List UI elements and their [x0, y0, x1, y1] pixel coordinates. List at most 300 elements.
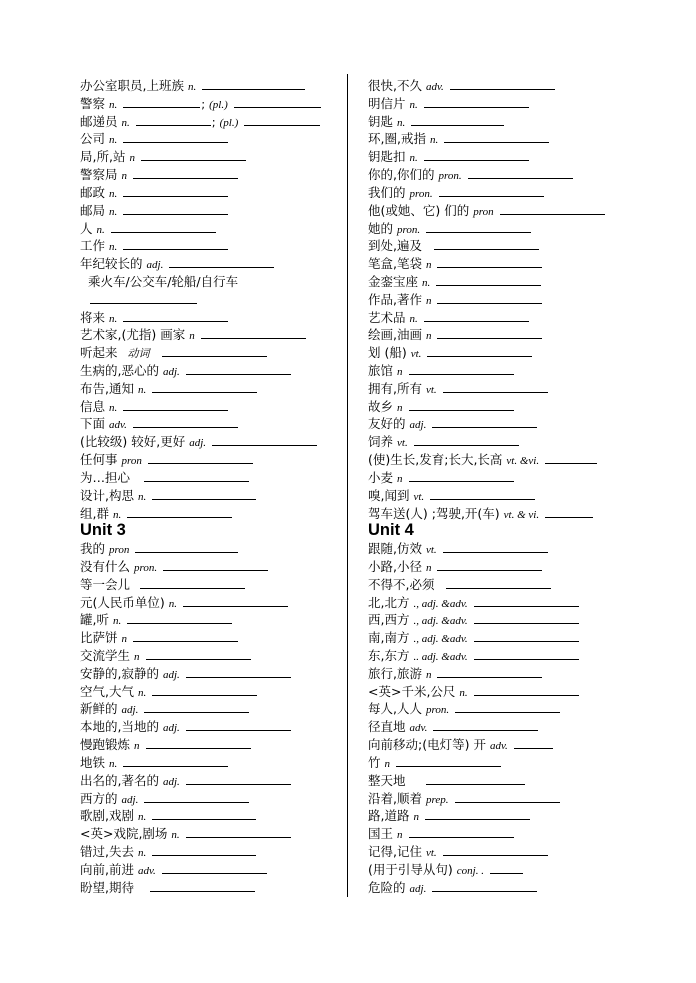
part-of-speech: n. [422, 276, 431, 289]
part-of-speech: n [397, 472, 403, 485]
answer-blank [162, 346, 267, 357]
part-of-speech: n. [137, 686, 147, 699]
vocab-row [80, 790, 342, 808]
part-of-speech: adj. [162, 668, 180, 681]
part-of-speech: n. [121, 116, 130, 129]
answer-blank [183, 596, 288, 607]
answer-blank [123, 132, 228, 143]
answer-blank [437, 560, 542, 571]
chinese-term: 没有什么 [80, 558, 131, 574]
answer-blank [186, 364, 291, 375]
part-of-speech: n [134, 740, 140, 753]
vocab-row [368, 95, 690, 113]
vocab-row [368, 166, 690, 184]
left-column [80, 77, 342, 896]
answer-blank [455, 792, 560, 803]
answer-blank [144, 471, 249, 482]
vocab-row [368, 326, 690, 344]
part-of-speech: n [425, 294, 432, 307]
vocab-row [368, 629, 690, 647]
chinese-term: 下面 [80, 416, 106, 432]
answer-blank [432, 417, 537, 428]
chinese-term: 工作 [80, 238, 106, 254]
unit-heading: Unit 3 [80, 522, 126, 540]
part-of-speech: n. [137, 811, 147, 824]
chinese-term: 旅行,旅游 [368, 665, 422, 681]
chinese-term: 路,道路 [368, 808, 410, 824]
chinese-term: 他(或她、它) 们的 [368, 202, 470, 218]
chinese-term: 人 [80, 220, 93, 236]
vocab-row [80, 220, 342, 238]
answer-blank [409, 364, 514, 375]
vocab-row [368, 861, 690, 879]
chinese-term: 每人,人人 [368, 701, 422, 717]
answer-blank [411, 115, 504, 126]
answer-blank [474, 596, 579, 607]
chinese-term: 公司 [80, 131, 106, 147]
answer-blank [144, 792, 249, 803]
part-of-speech: vt. [425, 846, 437, 859]
part-of-speech: n. [429, 134, 439, 147]
vocab-row [368, 237, 690, 255]
answer-blank [186, 720, 291, 731]
vocab-row [368, 754, 690, 772]
vocab-row [80, 77, 342, 95]
part-of-speech: n. [109, 98, 118, 111]
plural-label: (pl.) [219, 116, 239, 129]
chinese-term: 听起来 [80, 345, 118, 361]
chinese-term: 金銮宝座 [368, 273, 419, 289]
part-of-speech: vt. [397, 437, 408, 450]
answer-blank [409, 827, 514, 838]
chinese-term: 盼望,期待 [80, 879, 134, 895]
vocab-row [80, 469, 342, 487]
vocab-row [368, 558, 690, 576]
chinese-term: 友好的 [368, 416, 406, 432]
answer-blank [144, 702, 249, 713]
answer-blank [545, 453, 597, 464]
part-of-speech: n. [112, 615, 122, 628]
vocab-row [368, 576, 690, 594]
answer-blank [430, 489, 535, 500]
part-of-speech: adv. [109, 419, 127, 432]
chinese-term: 不得不,必须 [368, 576, 435, 592]
vocab-row [368, 451, 690, 469]
vocab-row [368, 255, 690, 273]
answer-blank [409, 400, 514, 411]
vocab-row [80, 861, 342, 879]
chinese-term: 错过,失去 [80, 843, 134, 859]
part-of-speech: ., adj. &adv. [413, 633, 468, 646]
part-of-speech: n. [109, 241, 118, 254]
vocab-row [368, 469, 690, 487]
answer-blank [455, 702, 560, 713]
vocab-row [368, 772, 690, 790]
vocab-row [80, 95, 342, 113]
vocab-row [80, 130, 342, 148]
part-of-speech: pron [121, 455, 142, 468]
vocab-row [80, 113, 342, 131]
part-of-speech: ., adj. &adv. [413, 597, 468, 610]
chinese-term: 旅馆 [368, 363, 394, 378]
vocab-row [80, 647, 342, 665]
answer-blank [433, 720, 538, 731]
part-of-speech: n. [137, 490, 147, 503]
part-of-speech: n. [459, 686, 468, 699]
answer-blank [426, 222, 531, 233]
part-of-speech: n. [171, 829, 180, 842]
part-of-speech: n. [109, 401, 118, 414]
chinese-term: 记得,记住 [368, 843, 422, 859]
chinese-term: 沿着,顺着 [368, 790, 422, 806]
chinese-term: 环,圈,戒指 [368, 131, 426, 147]
separator: ; [201, 96, 206, 111]
column-divider [347, 74, 348, 897]
vocab-row [368, 825, 690, 843]
answer-blank [500, 204, 605, 215]
vocab-row [80, 629, 342, 647]
chinese-term: 西,西方 [368, 612, 410, 628]
part-of-speech: vt. &vi. [506, 455, 540, 468]
vocab-row [80, 273, 342, 291]
part-of-speech: adv. [137, 864, 156, 877]
part-of-speech: adj. [189, 437, 207, 450]
answer-blank [150, 881, 255, 892]
part-of-speech: n [413, 811, 419, 824]
answer-blank [396, 756, 501, 767]
vocab-row [80, 807, 342, 825]
chinese-term: 跟随,仿效 [368, 541, 422, 557]
answer-blank [152, 845, 256, 856]
chinese-term: 嗅,闻到 [368, 487, 410, 503]
vocab-row [368, 202, 690, 220]
part-of-speech: n. [409, 98, 418, 111]
chinese-term: 慢跑锻炼 [80, 737, 131, 753]
answer-blank [133, 631, 238, 642]
chinese-term: 空气,大气 [80, 683, 134, 699]
answer-blank [123, 239, 228, 250]
vocab-row [80, 326, 342, 344]
part-of-speech: vt. [413, 490, 425, 503]
answer-blank [426, 774, 525, 785]
answer-blank [424, 150, 529, 161]
answer-blank [444, 132, 549, 143]
answer-blank [439, 186, 544, 197]
answer-blank [123, 400, 228, 411]
chinese-term: 向前,前进 [80, 861, 134, 877]
answer-blank [414, 435, 519, 446]
answer-blank [186, 827, 291, 838]
chinese-term: 绘画,油画 [368, 327, 422, 343]
vocab-row [80, 683, 342, 701]
answer-blank [443, 542, 548, 553]
vocab-row [80, 362, 342, 380]
answer-blank [474, 613, 579, 624]
chinese-term: 西方的 [80, 790, 118, 806]
chinese-term: <英>戏院,剧场 [80, 826, 168, 842]
chinese-term: 我的 [80, 541, 106, 557]
answer-blank [133, 168, 238, 179]
vocab-row [80, 611, 342, 629]
vocab-row [368, 291, 690, 309]
vocab-row [80, 148, 342, 166]
answer-blank [474, 685, 579, 696]
chinese-term: 新鲜的 [80, 701, 118, 717]
vocab-row [368, 344, 690, 362]
part-of-speech: n [425, 668, 432, 681]
vocab-row [80, 594, 342, 612]
chinese-term: 设计,构思 [80, 487, 134, 503]
answer-blank [427, 346, 532, 357]
part-of-speech: pron. [134, 561, 158, 574]
vocab-row [80, 843, 342, 861]
part-of-speech: n [397, 829, 403, 842]
answer-blank [152, 809, 256, 820]
answer-blank [514, 738, 553, 749]
part-of-speech: adv. [425, 81, 444, 93]
answer-blank [133, 417, 238, 428]
vocab-row [368, 594, 690, 612]
part-of-speech: pron. [438, 170, 462, 183]
part-of-speech: n. [409, 312, 418, 325]
chinese-term: 东,东方 [368, 648, 410, 663]
part-of-speech: n. [137, 846, 147, 859]
vocab-row [80, 487, 342, 505]
vocab-row [80, 309, 342, 327]
vocab-row [80, 398, 342, 416]
vocab-row [80, 380, 342, 398]
part-of-speech: n [134, 651, 140, 663]
part-of-speech: pron. [397, 223, 421, 236]
plural-answer-blank [244, 115, 320, 126]
vocab-row [368, 807, 690, 825]
vocab-row [368, 148, 690, 166]
part-of-speech: .. adj. &adv. [413, 651, 468, 663]
chinese-term: 小麦 [368, 469, 394, 485]
chinese-term: 警察局 [80, 167, 118, 183]
vocab-row [80, 736, 342, 754]
part-of-speech: n. [109, 187, 118, 200]
answer-blank [186, 774, 291, 785]
chinese-term: 到处,遍及 [368, 238, 422, 254]
chinese-term: 很快,不久 [368, 78, 422, 93]
answer-blank [437, 293, 542, 304]
part-of-speech: n. [397, 116, 406, 129]
chinese-term: 竹 [368, 754, 381, 770]
chinese-term: 北,北方 [368, 594, 410, 610]
answer-blank [425, 809, 530, 820]
vocab-row [368, 273, 690, 291]
chinese-term: 饲养 [368, 434, 394, 450]
part-of-speech: pron [473, 205, 494, 218]
vocab-row [80, 540, 342, 558]
answer-blank [490, 863, 523, 874]
part-of-speech: n. [409, 152, 418, 165]
chinese-term: 你的,你们的 [368, 167, 435, 183]
part-of-speech: conj. . [456, 864, 484, 877]
vocab-row [368, 184, 690, 202]
vocab-row [80, 505, 342, 523]
answer-blank [436, 275, 541, 286]
right-column [368, 77, 690, 896]
chinese-term: 等一会儿 [80, 576, 131, 592]
answer-blank [127, 507, 232, 518]
chinese-term: 明信片 [368, 95, 406, 111]
part-of-speech: n. [109, 134, 118, 147]
answer-blank [152, 685, 257, 696]
answer-blank [135, 542, 238, 553]
chinese-term: 任何事 [80, 452, 118, 468]
part-of-speech: adv. [409, 722, 428, 735]
chinese-term: 出名的,著名的 [80, 772, 159, 788]
answer-blank [123, 97, 200, 108]
chinese-term: 故乡 [368, 398, 394, 414]
part-of-speech: vt. [410, 348, 422, 361]
vocab-row [368, 433, 690, 451]
chinese-term: <英>千米,公尺 [368, 683, 456, 699]
part-of-speech: ., adj. &adv. [413, 615, 468, 628]
vocab-row [368, 665, 690, 683]
chinese-term: 邮政 [80, 184, 106, 200]
answer-blank [152, 382, 257, 393]
answer-blank [437, 667, 542, 678]
answer-blank [123, 756, 228, 767]
plural-answer-blank [234, 97, 321, 108]
answer-blank [474, 649, 579, 660]
vocab-row [80, 576, 342, 594]
unit-heading: Unit 4 [368, 522, 414, 540]
part-of-speech: adj. [162, 722, 180, 735]
vocab-row [80, 825, 342, 843]
chinese-term: 整天地 [368, 772, 406, 788]
part-of-speech: n [425, 561, 432, 574]
chinese-term: 邮局 [80, 202, 106, 218]
answer-blank [437, 257, 542, 268]
vocab-row [80, 344, 342, 362]
vocab-row [80, 879, 342, 897]
answer-blank [202, 79, 305, 90]
chinese-term: 拥有,所有 [368, 380, 422, 396]
vocab-row [368, 130, 690, 148]
chinese-term: 布告,通知 [80, 380, 134, 396]
vocab-row [80, 166, 342, 184]
vocab-row [368, 843, 690, 861]
answer-blank [169, 257, 274, 268]
answer-blank [123, 311, 228, 322]
answer-blank [446, 578, 551, 589]
chinese-term: 生病的,恶心的 [80, 363, 159, 378]
part-of-speech: vt. [425, 383, 437, 396]
chinese-term: 钥匙 [368, 113, 394, 129]
part-of-speech: n [189, 330, 195, 343]
chinese-term: 乘火车/公交车/轮船/自行车 [88, 273, 239, 289]
answer-blank [146, 649, 251, 660]
chinese-term: 她的 [368, 220, 394, 236]
vocab-row [368, 398, 690, 416]
vocab-row [80, 451, 342, 469]
part-of-speech: n. [168, 597, 178, 610]
chinese-term: 笔盒,笔袋 [368, 256, 422, 272]
answer-blank [409, 471, 514, 482]
chinese-term: 局,所,站 [80, 149, 126, 165]
answer-blank [468, 168, 573, 179]
answer-blank [424, 311, 529, 322]
answer-blank [212, 435, 317, 446]
vocab-row [368, 362, 690, 380]
answer-blank [162, 863, 267, 874]
part-of-speech: pron. [425, 704, 450, 717]
vocab-row [368, 718, 690, 736]
part-of-speech: n. [112, 508, 122, 521]
part-of-speech: n [129, 152, 135, 165]
part-of-speech: n. [187, 81, 197, 93]
part-of-speech: n. [109, 205, 118, 218]
answer-blank [474, 631, 579, 642]
vocab-row [80, 665, 342, 683]
vocab-row-blank-line [80, 291, 342, 309]
part-of-speech: adj. [121, 793, 139, 806]
part-of-speech: n [121, 633, 128, 646]
chinese-term: 将来 [80, 309, 106, 325]
answer-blank [163, 560, 268, 571]
part-of-speech: adj. [162, 775, 180, 788]
vocab-row [368, 736, 690, 754]
part-of-speech: adj. [409, 882, 427, 895]
answer-blank [424, 97, 529, 108]
chinese-term: 作品,著作 [368, 291, 422, 307]
chinese-term: (用于引导从句) [368, 861, 453, 877]
chinese-term: 组,群 [80, 505, 109, 521]
answer-blank [90, 293, 197, 304]
vocab-row [368, 77, 690, 95]
part-of-speech: pron [109, 544, 130, 557]
part-of-speech: n. [109, 312, 118, 325]
vocab-row [80, 700, 342, 718]
answer-blank [146, 738, 251, 749]
chinese-term: 径直地 [368, 719, 406, 735]
part-of-speech: vt. & vi. [503, 508, 540, 521]
vocab-row [80, 754, 342, 772]
chinese-term: 向前移动;(电灯等) 开 [368, 737, 486, 753]
part-of-speech: vt. [425, 544, 437, 557]
answer-blank [434, 239, 539, 250]
answer-blank [127, 613, 232, 624]
answer-blank [450, 79, 555, 90]
chinese-term: 我们的 [368, 184, 406, 200]
answer-blank [186, 667, 291, 678]
chinese-term: 比萨饼 [80, 630, 118, 646]
separator: ; [211, 114, 216, 129]
answer-blank [432, 881, 537, 892]
vocab-row [80, 718, 342, 736]
vocab-row [80, 433, 342, 451]
vocab-row [80, 558, 342, 576]
answer-blank [437, 328, 542, 339]
vocab-row [80, 237, 342, 255]
answer-blank [148, 453, 253, 464]
chinese-term: 邮递员 [80, 113, 118, 129]
part-of-speech: n. [96, 223, 105, 236]
part-of-speech: adv. [489, 740, 508, 753]
chinese-term: 歌剧,戏剧 [80, 808, 134, 824]
chinese-term: 罐,听 [80, 612, 109, 628]
chinese-term: 信息 [80, 398, 106, 414]
part-of-speech: n. [109, 757, 118, 770]
vocab-row [368, 611, 690, 629]
answer-blank [443, 845, 548, 856]
chinese-term: 驾车送(人) ;驾驶,开(车) [368, 505, 500, 521]
vocab-row [368, 683, 690, 701]
